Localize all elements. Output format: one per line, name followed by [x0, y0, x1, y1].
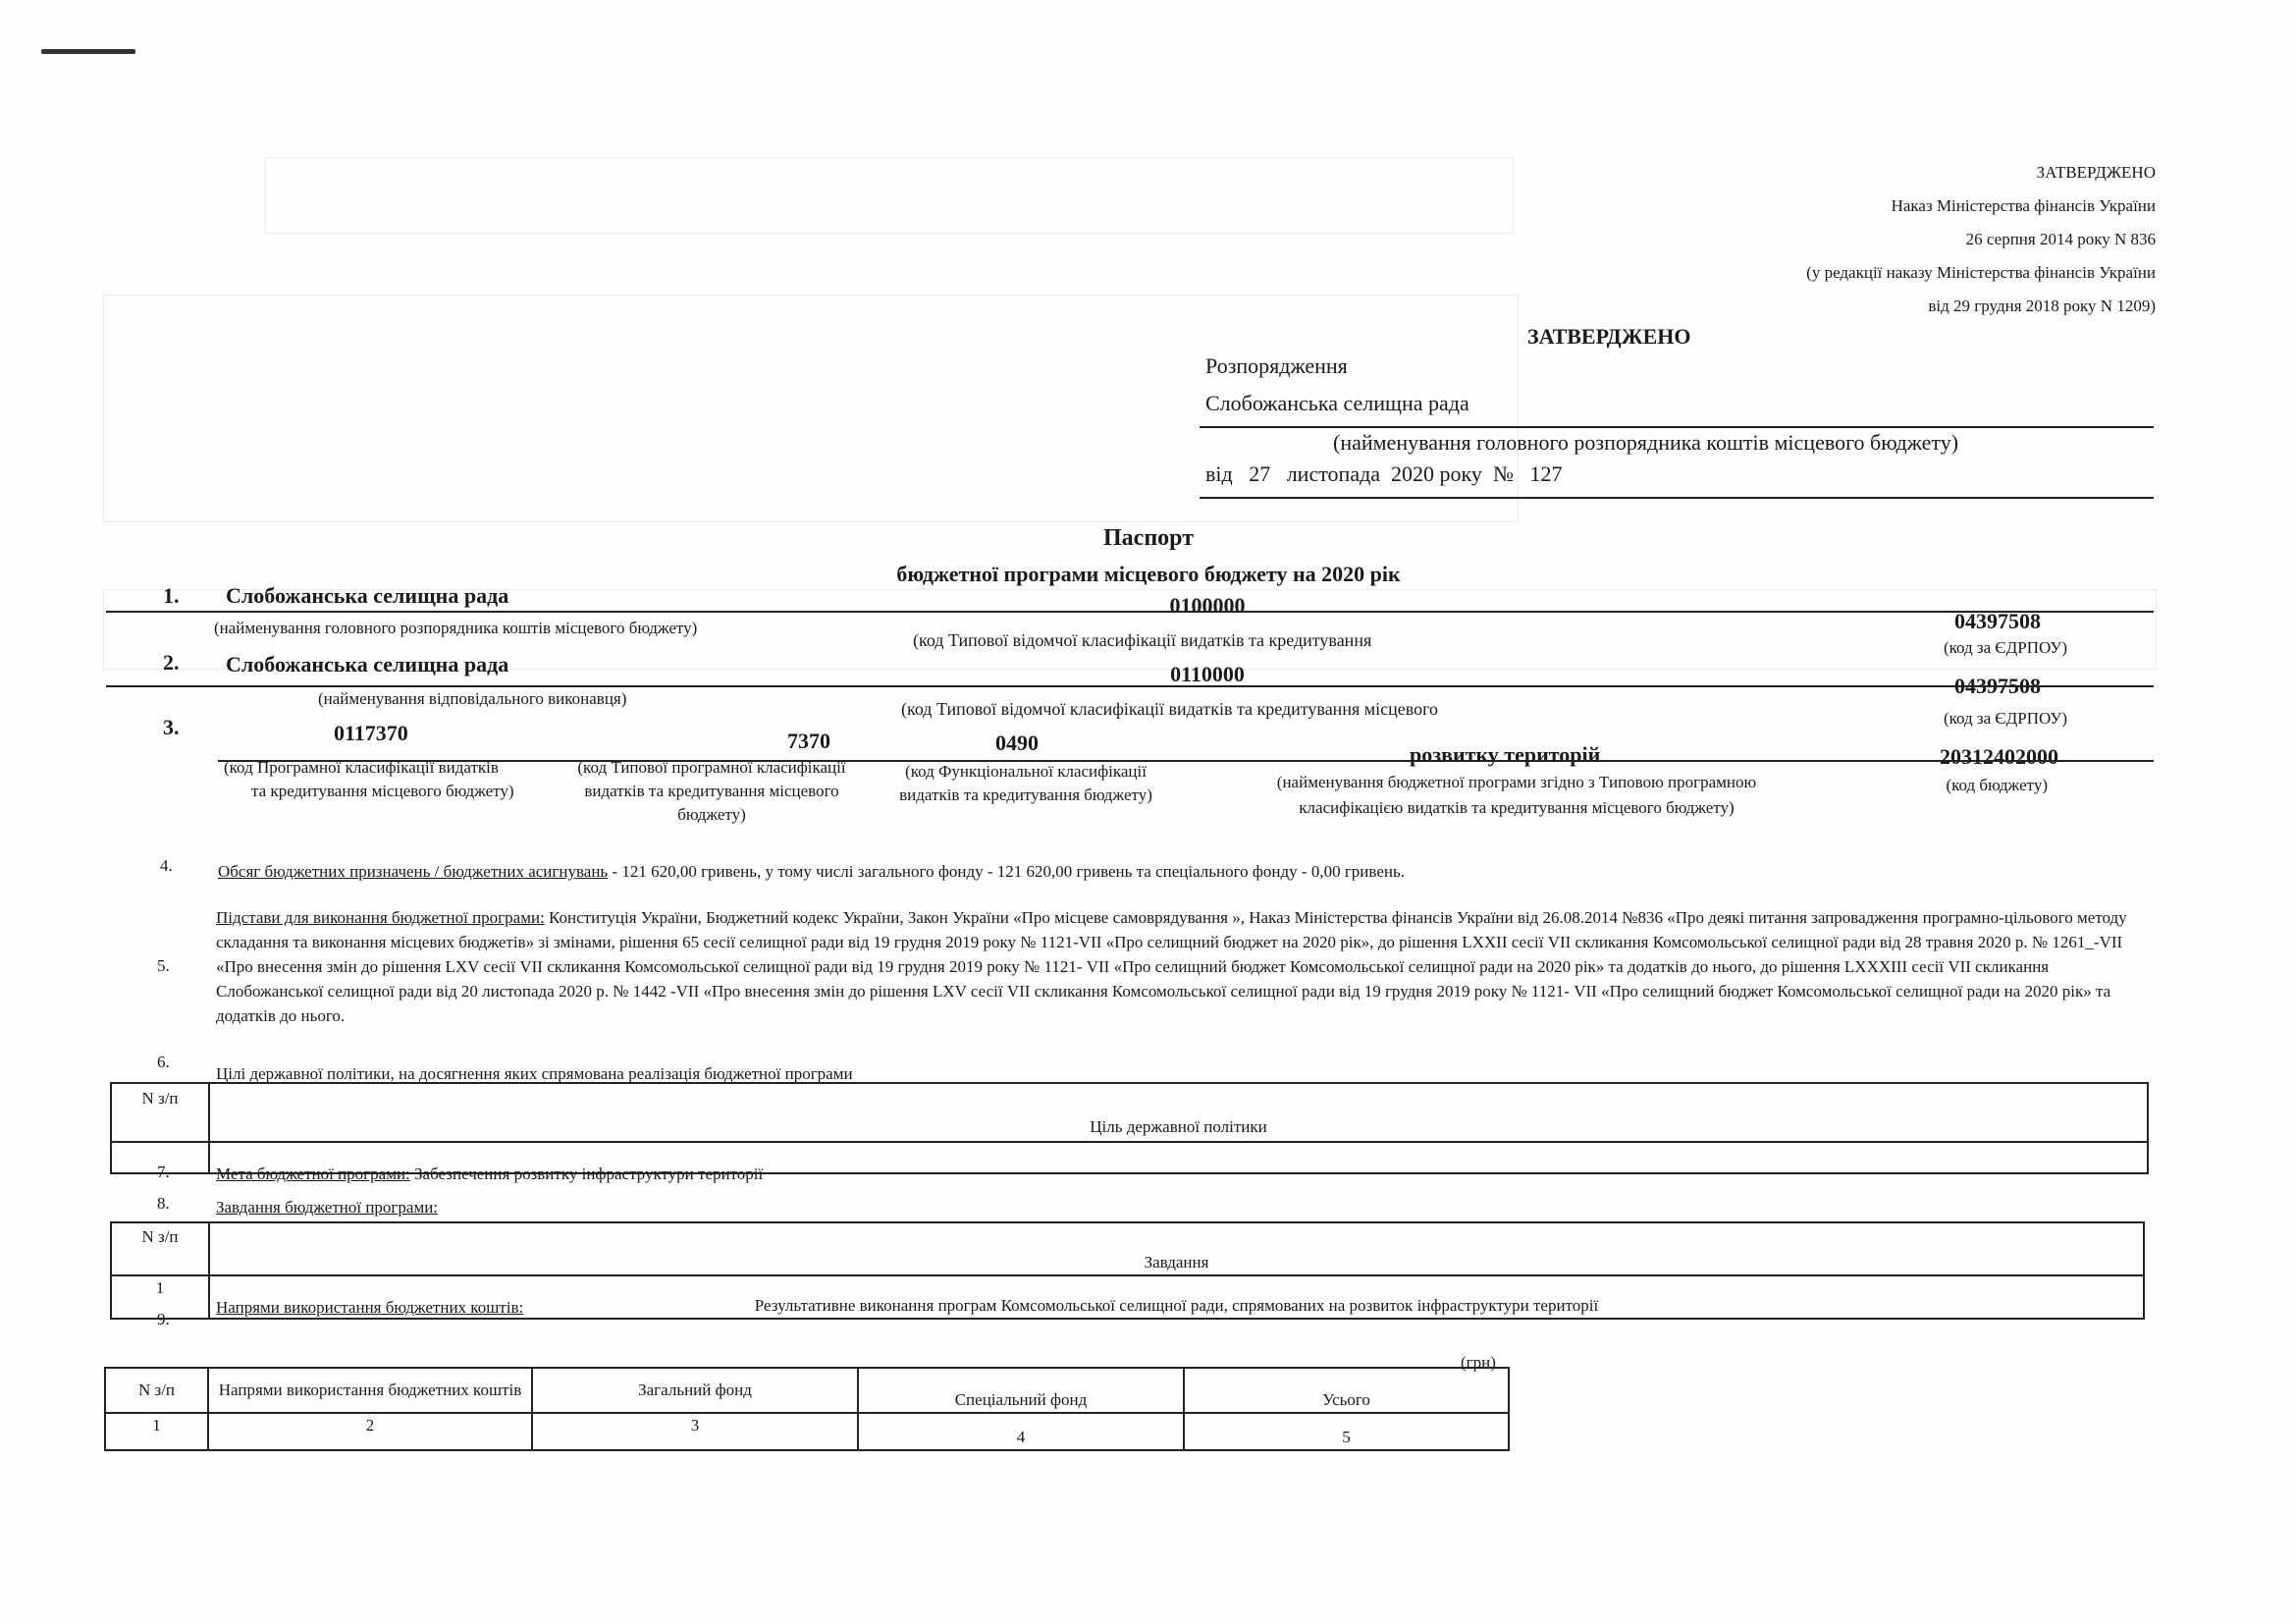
tasks-header-spacer	[209, 1222, 2144, 1250]
directions-index: 4	[858, 1413, 1184, 1450]
row3-functional-code-caption: (код Функціональної класифікації видатків та кредитування бюджету)	[899, 762, 1152, 804]
approval-date	[1205, 461, 1562, 487]
row2-name: Слобожанська селищна рада	[226, 652, 509, 677]
item5-paragraph	[216, 905, 2150, 1028]
item5-text: Конституція України, Бюджетний кодекс України, Закон України «Про місцеве самоврядування », Наказ Міністерства фінансів України від 26.08.2014 №836 «Про деякі питання запровадження програмно-цільового методу складання та виконання місцевих бюджетів» зі змінами, рішення 65 сесії селищної ради від 19 грудня 2019 року № 1121-VII «Про селищний бюджет на 2020 рік», до рішення LXXII сесії VII скликання Комсомольської селищної ради від 28 травня 2020 р. № 1261_-VII «Про внесення змін до рішення LXV сесії VII скликання Комсомольської селищної ради від 19 грудня 2019 року № 1121- VII «Про селищний бюджет Комсомольської селищної ради на 2020 рік» та додатків до нього, до рішення LXXXIII сесії VII скликання Слобожанської селищної ради від 20 листопада 2020 р. № 1442 -VII «Про внесення змін до рішення LXV сесії VII скликання Комсомольської селищної ради від 19 грудня 2019 року № 1121- VII «Про селищний бюджет Комсомольської селищної ради на 2020 рік» та додатків до нього.	[216, 908, 2127, 1025]
item9-unit: (грн)	[1461, 1353, 1496, 1372]
stamp-line: (у редакції наказу Міністерства фінансів України	[1806, 263, 2156, 282]
scan-mark	[41, 49, 135, 54]
directions-index: 2	[208, 1413, 532, 1450]
item8-number: 8.	[157, 1194, 170, 1213]
row3-typical-code: 7370	[787, 729, 830, 753]
goals-header-num: N з/п	[111, 1083, 209, 1112]
row1-edrpou-caption: (код за ЄДРПОУ)	[1943, 638, 2067, 657]
row2-code-caption: (код Типової відомчої класифікації видатків та кредитування місцевого	[901, 699, 1439, 719]
directions-header: Напрями використання бюджетних коштів	[208, 1368, 532, 1413]
tasks-header-num: N з/п	[111, 1222, 209, 1250]
row2-edrpou-caption: (код за ЄДРПОУ)	[1943, 709, 2067, 728]
row3-functional-code: 0490	[995, 731, 1039, 755]
item9-number: 9.	[157, 1310, 170, 1328]
row2-code: 0110000	[1170, 662, 1245, 686]
item7-value: Забезпечення розвитку інфраструктури території	[409, 1164, 764, 1183]
stamp-line: від 29 грудня 2018 року N 1209)	[1928, 297, 2156, 315]
row3-budget-code-caption: (код бюджету)	[1946, 776, 2048, 794]
number-prefix: №	[1492, 461, 1514, 486]
stamp-line: Наказ Міністерства фінансів України	[1891, 196, 2156, 215]
approval-title: ЗАТВЕРДЖЕНО	[1527, 324, 1691, 349]
item4-value: - 121 620,00 гривень, у тому числі загального фонду - 121 620,00 гривень та спеціального фонду - 0,00 гривень.	[608, 862, 1405, 881]
directions-index: 1	[105, 1413, 208, 1450]
approval-doc-type: Розпорядження	[1205, 353, 1348, 378]
approval-date-line	[1200, 497, 2154, 499]
row3-number: 3.	[163, 715, 180, 739]
row3-program-name: розвитку територій	[1410, 742, 1601, 767]
tasks-header-num-cont	[111, 1250, 209, 1275]
date-prefix: від	[1205, 461, 1233, 486]
directions-index: 3	[532, 1413, 858, 1450]
goals-header-num-cont	[111, 1112, 209, 1142]
item4-label: Обсяг бюджетних призначень / бюджетних асигнувань	[218, 862, 609, 881]
approval-org: Слобожанська селищна рада	[1205, 391, 1469, 415]
directions-header: Загальний фонд	[532, 1368, 858, 1413]
row1-number: 1.	[163, 583, 180, 608]
row1-line	[106, 611, 2154, 613]
goals-header-goal: Ціль державної політики	[209, 1112, 2148, 1142]
item5-label: Підстави для виконання бюджетної програми:	[216, 908, 545, 927]
directions-index: 5	[1184, 1413, 1509, 1450]
table-row	[105, 1413, 1509, 1450]
item4-text	[218, 862, 1405, 882]
row1-name-caption: (найменування головного розпорядника коштів місцевого бюджету)	[214, 619, 698, 637]
item7-label: Мета бюджетної програми:	[216, 1164, 410, 1183]
stamp-line: 26 серпня 2014 року N 836	[1965, 230, 2156, 248]
date-year: 2020 року	[1391, 461, 1482, 486]
directions-header: Усього	[1184, 1368, 1509, 1413]
row2-edrpou: 04397508	[1954, 674, 2041, 698]
tasks-row-task: Результативне виконання програм Комсомольської селищної ради, спрямованих на розвиток інфраструктури території	[209, 1275, 2144, 1319]
directions-header: N з/п	[105, 1368, 208, 1413]
row3-program-name-caption: (найменування бюджетної програми згідно з Типовою програмною класифікацією видатків та кредитування місцевого бюджету)	[1276, 773, 1757, 817]
row1-edrpou: 04397508	[1954, 609, 2041, 633]
item4-number: 4.	[160, 856, 173, 875]
item6-number: 6.	[157, 1053, 170, 1071]
row3-program-code: 0117370	[334, 721, 408, 745]
row2-line	[106, 685, 2154, 687]
item9-label: Напрями використання бюджетних коштів:	[216, 1298, 524, 1317]
row3-program-code-caption: (код Програмної класифікації видатків та кредитування місцевого бюджету)	[224, 758, 514, 800]
approval-org-line	[1200, 426, 2154, 428]
item8-label: Завдання бюджетної програми:	[216, 1198, 439, 1217]
passport-title: Паспорт	[1103, 525, 1194, 551]
row1-code: 0100000	[1169, 593, 1246, 618]
row3-typical-code-caption: (код Типової програмної класифікації видатків та кредитування місцевого бюджету)	[577, 758, 846, 824]
approval-org-caption: (найменування головного розпорядника коштів місцевого бюджету)	[1333, 430, 1959, 455]
directions-table	[104, 1367, 1510, 1451]
passport-subtitle: бюджетної програми місцевого бюджету на 2020 рік	[896, 562, 1401, 586]
tasks-header-task: Завдання	[209, 1250, 2144, 1275]
item7-text	[216, 1164, 763, 1184]
item7-number: 7.	[157, 1163, 170, 1181]
date-day: 27	[1249, 461, 1271, 486]
item6-label: Цілі державної політики, на досягнення яких спрямована реалізація бюджетної програми	[216, 1064, 853, 1083]
item5-number: 5.	[157, 956, 170, 975]
date-month: листопада	[1286, 461, 1381, 486]
goals-table	[110, 1082, 2149, 1174]
row1-code-caption: (код Типової відомчої класифікації видатків та кредитування	[913, 630, 1372, 650]
row2-number: 2.	[163, 650, 180, 675]
stamp-title: ЗАТВЕРДЖЕНО	[2036, 163, 2156, 182]
goals-header-spacer	[209, 1083, 2148, 1112]
bleed-through-table	[265, 157, 1514, 234]
row3-budget-code: 20312402000	[1940, 744, 2058, 769]
tasks-row-num: 1	[111, 1275, 209, 1319]
order-number: 127	[1529, 461, 1563, 486]
directions-header: Спеціальний фонд	[858, 1368, 1184, 1413]
row2-name-caption: (найменування відповідального виконавця)	[318, 689, 627, 708]
row1-name: Слобожанська селищна рада	[226, 583, 509, 608]
